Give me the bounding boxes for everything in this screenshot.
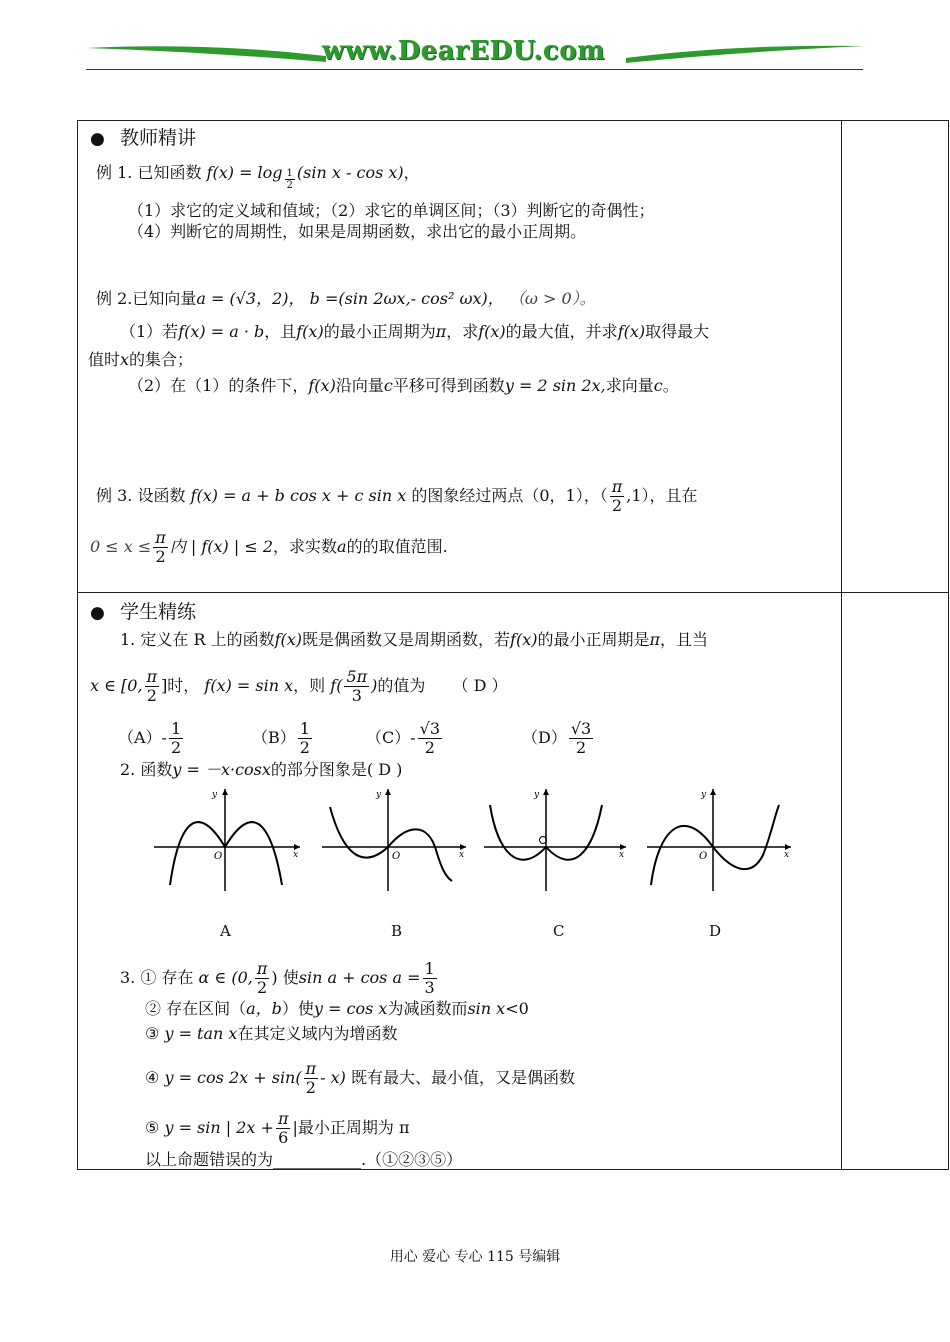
example-3-condition: 0 ≤ x ≤ $\frac{\pi}{2}$ 内 | f(x) | ≤ 2，求实数a的的取值范围. [90, 528, 448, 566]
svg-text:x: x [459, 850, 465, 860]
question-1-option-a: （A）- $\frac{1}{2}$ [118, 719, 182, 757]
question-3-item-5: ⑤ y = sin | 2x + $\frac{\pi}{6}$ |最小正周期为 π [145, 1109, 410, 1147]
question-1-option-c: （C）- $\frac{√3}{2}$ [366, 719, 441, 757]
question-3-conclusion: 以上命题错误的为___________.（①②③⑤） [145, 1150, 463, 1169]
bullet-icon: ● [90, 603, 105, 623]
example-1-questions-2: （4）判断它的周期性，如果是周期函数，求出它的最小正周期。 [128, 222, 587, 241]
page-footer: 用心 爱心 专心 115 号编辑 [389, 1249, 561, 1265]
svg-text:y: y [534, 790, 540, 800]
svg-text:y: y [701, 790, 707, 800]
question-3-item-3: ③ y = tan x在其定义域内为增函数 [145, 1024, 398, 1043]
example-3-statement: 例 3. 设函数 f(x) = a + b cos x + c sin x 的图象经过两点（0，1），（ $\frac{\pi}{2}$ ,1），且在 [96, 477, 698, 515]
site-logo-text[interactable]: www.DearEDU.com [322, 36, 606, 66]
svg-text:O: O [392, 851, 401, 862]
bullet-icon: ● [90, 129, 105, 149]
svg-text:O: O [214, 851, 223, 862]
question-2-text: 2. 函数y = －x·cosx的部分图象是( D ) [120, 760, 403, 779]
svg-text:O: O [699, 851, 708, 862]
graph-d-label: D [709, 922, 722, 940]
graph-c-label: C [553, 922, 565, 940]
graph-c [480, 785, 630, 895]
svg-text:x: x [293, 850, 299, 860]
question-3-item-4: ④ y = cos 2x + sin( $\frac{\pi}{2}$ - x) 既有最大、最小值，又是偶函数 [145, 1059, 575, 1097]
question-1-line-2: x ∈ [0, $\frac{\pi}{2}$ ]时， f(x) = sin x，则 f( $\frac{5\pi}{3}$ )的值为 （ D ） [90, 667, 508, 705]
section-student-heading [90, 602, 196, 623]
example-2-part-1-cont: 值时x的集合； [88, 350, 194, 369]
example-2-part-1: （1）若f(x) = a · b，且f(x)的最小正周期为π，求f(x)的最大值，并求f(x)取得最大 [120, 322, 710, 341]
section-title: 学生精练 [119, 601, 196, 623]
example-2-part-2: （2）在（1）的条件下，f(x)沿向量c平移可得到函数y = 2 sin 2x,求向量c。 [128, 376, 679, 395]
svg-text:x: x [784, 850, 790, 860]
table-column-divider [841, 120, 842, 1170]
question-3-item-1: 3. ① 存在 α ∈ (0, $\frac{\pi}{2}$ ) 使sin a + cos a = $\frac{1}{3}$ [120, 959, 435, 997]
svg-text:y: y [212, 790, 218, 800]
graph-b-label: B [391, 922, 403, 940]
graph-d [643, 785, 795, 895]
question-1-line-1: 1. 定义在 R 上的函数f(x)既是偶函数又是周期函数，若f(x)的最小正周期是π，且当 [120, 630, 709, 649]
question-1-option-d: （D） $\frac{√3}{2}$ [522, 719, 592, 757]
example-1-statement: 例 1. 已知函数 f(x) = log $\frac{1}{2}$ (sin x - cos x)， [96, 163, 420, 191]
graph-b [318, 785, 478, 895]
example-2-statement: 例 2.已知向量a = (√3，2)， b =(sin 2ωx,- cos² ωx)， （ω > 0）。 [96, 289, 596, 308]
graph-a [150, 785, 310, 895]
section-title: 教师精讲 [119, 127, 196, 149]
header-rule [86, 69, 863, 70]
table-row-divider [77, 592, 949, 593]
question-3-item-2: ② 存在区间（a，b）使y = cos x为减函数而sin x<0 [145, 999, 529, 1018]
question-1-option-b: （B） $\frac{1}{2}$ [252, 719, 310, 757]
graph-a-label: A [220, 922, 231, 940]
svg-text:y: y [376, 790, 382, 800]
svg-text:x: x [619, 850, 625, 860]
log-base: $\frac{1}{2}$ [286, 168, 293, 191]
example-1-questions-1: （1）求它的定义域和值域；（2）求它的单调区间；（3）判断它的奇偶性； [128, 201, 655, 220]
section-teacher-heading [90, 128, 196, 149]
answer-badge: （ D ） [452, 676, 508, 695]
